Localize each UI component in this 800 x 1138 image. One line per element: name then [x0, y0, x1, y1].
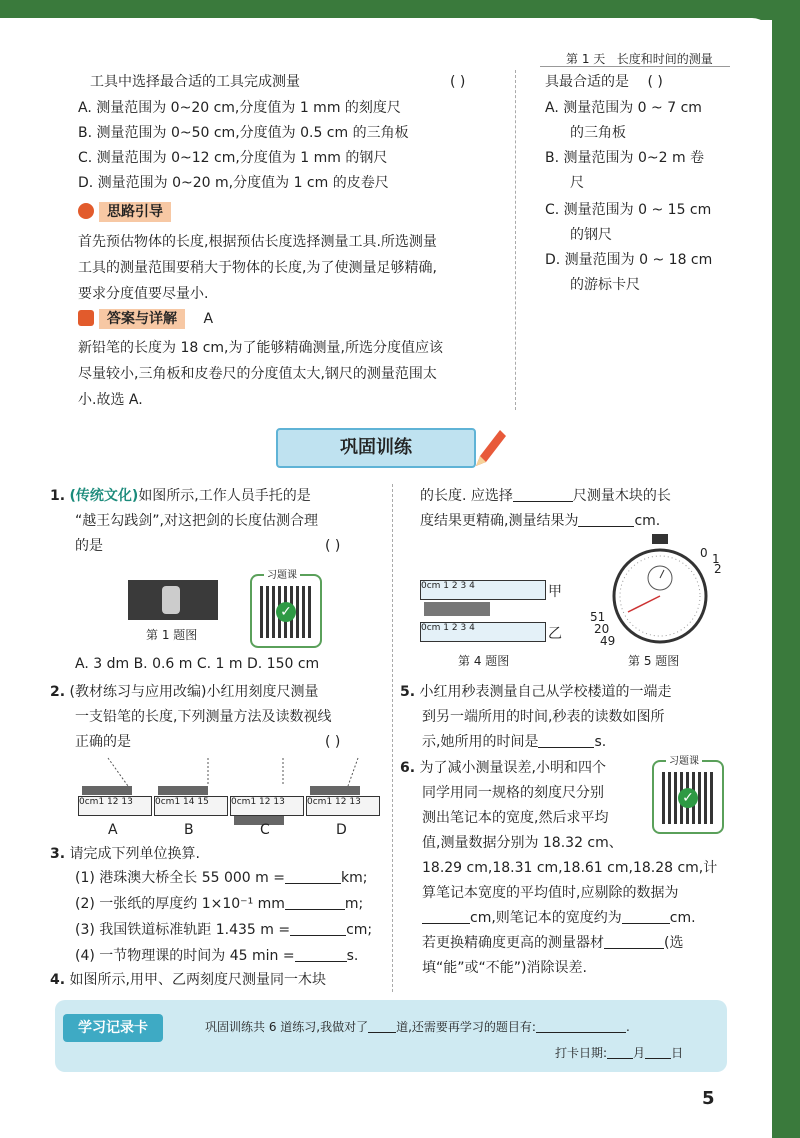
q5-line-2: 到另一端所用的时间,秒表的读数如图所	[422, 709, 665, 725]
pencil-d	[310, 786, 360, 795]
column-divider-bottom	[392, 484, 393, 992]
q6-line-9: 填“能”或“不能”)消除误差.	[422, 960, 587, 976]
ruler-jia: 0cm 1 2 3 4	[420, 580, 546, 600]
label-jia: 甲	[548, 584, 562, 600]
q2-label-a: A	[108, 822, 118, 838]
tr-line-1: A. 测量范围为 0 ~ 7 cm	[545, 100, 702, 116]
hint-tag-label: 思路引导	[99, 202, 171, 222]
q3-item-1-text: (1) 港珠澳大桥全长 55 000 m =	[75, 870, 285, 886]
ruler-yi: 0cm 1 2 3 4	[420, 622, 546, 642]
q6-number: 6.	[400, 760, 416, 776]
tr-line-4: 尺	[570, 175, 584, 191]
q4-line-1	[50, 968, 326, 992]
q6-line-6: 算笔记本宽度的平均值时,应剔除的数据为	[422, 885, 679, 901]
option-d: D. 测量范围为 0~20 m,分度值为 1 cm 的皮卷尺	[78, 175, 389, 191]
q3-item-1	[75, 866, 367, 890]
compass-icon	[78, 203, 94, 219]
check-in-date	[555, 1044, 683, 1061]
hand-shape	[162, 586, 180, 614]
q4-number: 4.	[50, 972, 66, 988]
pencil-c	[234, 816, 284, 825]
correct-count-blank[interactable]	[368, 1020, 396, 1033]
q3-item-2-text: (2) 一张纸的厚度约 1×10⁻¹ mm	[75, 896, 285, 912]
tr-line-7: D. 测量范围为 0 ~ 18 cm	[545, 252, 713, 268]
page-border-right	[772, 0, 800, 1138]
q5-text-1: 小红用秒表测量自己从学校楼道的一端走	[419, 684, 672, 700]
study-record-text	[205, 1018, 630, 1035]
tr-line-3: B. 测量范围为 0~2 m 卷	[545, 150, 705, 166]
q4-text-1: 如图所示,用甲、乙两刻度尺测量同一木块	[69, 972, 326, 988]
answer-blank[interactable]	[513, 487, 573, 502]
tr-line-6: 的钢尺	[570, 227, 612, 243]
column-divider-top	[515, 70, 516, 410]
answer-blank[interactable]	[290, 921, 346, 936]
q5-line-3	[422, 730, 606, 754]
section-title: 巩固训练	[276, 428, 476, 468]
dial-label-49: 49	[600, 634, 616, 648]
top-right-paren: ( )	[647, 74, 663, 90]
footer-text-mid: 道,还需要再学习的题目有:	[396, 1020, 536, 1034]
answer-blank[interactable]	[295, 947, 347, 962]
q2-ruler-d: 0cm1 12 13	[306, 796, 380, 816]
q3-stem: 请完成下列单位换算.	[69, 846, 200, 862]
month-label: 月	[633, 1046, 646, 1060]
q1-caption: 第 1 题图	[146, 628, 198, 642]
q1-number: 1.	[50, 488, 66, 504]
q6-line-2: 同学用同一规格的刻度尺分别	[422, 785, 604, 801]
q2-sight-lines	[78, 756, 378, 786]
q1-qr-code[interactable]	[250, 570, 322, 648]
answer-blank[interactable]	[422, 909, 470, 924]
q5-line-3-post: s.	[594, 734, 607, 750]
tr-line-5: C. 测量范围为 0 ~ 15 cm	[545, 202, 712, 218]
q6-line-7-mid: cm,则笔记本的宽度约为	[470, 910, 622, 926]
q6-line-7	[422, 906, 696, 930]
pencil-icon	[470, 426, 506, 470]
answer-blank[interactable]	[285, 895, 345, 910]
answer-line-3: 小.故选 A.	[78, 392, 143, 408]
date-label: 打卡日期:	[555, 1046, 608, 1060]
answer-blank[interactable]	[578, 512, 634, 527]
pencil-a	[82, 786, 132, 795]
q1-paren: ( )	[325, 538, 341, 554]
option-a: A. 测量范围为 0~20 cm,分度值为 1 mm 的刻度尺	[78, 100, 401, 116]
page-header	[566, 50, 713, 67]
tr-line-2: 的三角板	[570, 125, 626, 141]
q2-line-3: 正确的是	[75, 734, 131, 750]
q3-item-2-unit: m;	[344, 896, 364, 912]
q3-number: 3.	[50, 846, 66, 862]
q4-cont-1	[420, 484, 671, 508]
answer-blank[interactable]	[285, 869, 341, 884]
calendar-icon	[78, 310, 94, 326]
header-title: 长度和时间的测量	[616, 52, 713, 66]
q2-ruler-b: 0cm1 14 15	[154, 796, 228, 816]
q6-line-7-post: cm.	[669, 910, 696, 926]
q1-sword-photo	[128, 580, 218, 620]
q3-item-4	[75, 944, 358, 968]
dial-label-0: 0	[700, 546, 708, 560]
q3-item-3	[75, 918, 372, 942]
q4-caption: 第 4 题图	[458, 654, 510, 668]
q2-number: 2.	[50, 684, 66, 700]
dial-label-20: 20	[594, 622, 610, 636]
answer-blank[interactable]	[604, 934, 664, 949]
q4-cont-2-post: cm.	[634, 513, 661, 529]
q6-line-3: 测出笔记本的宽度,然后求平均	[422, 810, 609, 826]
q5-number: 5.	[400, 684, 416, 700]
dial-label-2: 2	[714, 562, 722, 576]
q3-item-1-unit: km;	[341, 870, 368, 886]
q5-caption: 第 5 题图	[628, 654, 680, 668]
q2-ruler-a: 0cm1 12 13	[78, 796, 152, 816]
q3-line-1	[50, 842, 200, 866]
wood-block	[424, 602, 490, 616]
q6-line-8-post: (选	[664, 935, 684, 951]
option-b: B. 测量范围为 0~50 cm,分度值为 0.5 cm 的三角板	[78, 125, 409, 141]
q3-item-2	[75, 892, 363, 916]
hint-line-3: 要求分度值要尽量小.	[78, 286, 209, 302]
hint-line-1: 首先预估物体的长度,根据预估长度选择测量工具.所选测量	[78, 234, 437, 250]
page-number: 5	[702, 1088, 715, 1109]
q5-line-1	[400, 680, 672, 704]
dial-label-1: 1	[712, 552, 720, 566]
q1-text-1: 如图所示,工作人员手托的是	[138, 488, 311, 504]
hint-tag	[78, 202, 171, 222]
q4-cont-1-pre: 的长度. 应选择	[420, 488, 513, 504]
q1-qr-label: 习题课	[264, 566, 300, 581]
header-rule	[540, 66, 730, 67]
q3-item-4-unit: s.	[346, 948, 359, 964]
q2-line-2: 一支铅笔的长度,下列测量方法及读数视线	[75, 709, 332, 725]
q2-label-d: D	[336, 822, 347, 838]
q3-item-3-text: (3) 我国铁道标准轨距 1.435 m =	[75, 922, 291, 938]
footer-text-post: .	[625, 1020, 630, 1034]
answer-blank[interactable]	[622, 909, 670, 924]
q1-line-2: “越王勾践剑”,对这把剑的长度估测合理	[75, 513, 318, 529]
hint-line-2: 工具的测量范围要稍大于物体的长度,为了使测量足够精确,	[78, 260, 437, 276]
label-yi: 乙	[548, 626, 562, 642]
top-right-stem	[545, 70, 663, 94]
q1-line-1	[50, 484, 311, 508]
pencil-b	[158, 786, 208, 795]
q1-options: A. 3 dm B. 0.6 m C. 1 m D. 150 cm	[75, 656, 320, 672]
review-items-blank[interactable]	[536, 1020, 626, 1033]
stem-text: 工具中选择最合适的工具完成测量	[90, 74, 300, 90]
check-icon: ✓	[678, 788, 698, 808]
q1-line-3: 的是	[75, 538, 103, 554]
top-right-stem-text: 具最合适的是	[545, 74, 629, 90]
top-left-paren: ( )	[450, 74, 466, 90]
q4-cont-1-post: 尺测量木块的长	[572, 488, 671, 504]
answer-letter: A	[203, 311, 214, 327]
q6-line-1	[400, 756, 606, 780]
answer-line-2: 尽量较小,三角板和皮卷尺的分度值太大,钢尺的测量范围太	[78, 366, 437, 382]
q2-label-c: C	[260, 822, 270, 838]
q5-line-3-pre: 示,她所用的时间是	[422, 734, 539, 750]
q2-line-1	[50, 680, 318, 704]
q4-cont-2-pre: 度结果更精确,测量结果为	[420, 513, 579, 529]
q3-item-3-unit: cm;	[346, 922, 373, 938]
q2-text-1: (教材练习与应用改编)小红用刻度尺测量	[69, 684, 319, 700]
q6-line-8-pre: 若更换精确度更高的测量器材	[422, 935, 604, 951]
study-record-card	[55, 1000, 727, 1072]
q6-qr-label: 习题课	[666, 752, 702, 767]
day-blank[interactable]	[645, 1046, 671, 1059]
option-c: C. 测量范围为 0~12 cm,分度值为 1 mm 的钢尺	[78, 150, 388, 166]
check-icon: ✓	[276, 602, 296, 622]
answer-tag	[78, 309, 213, 329]
header-day: 第 1 天	[566, 52, 606, 66]
day-label: 日	[671, 1046, 684, 1060]
q2-paren: ( )	[325, 734, 341, 750]
study-record-tag: 学习记录卡	[63, 1014, 163, 1042]
page-border-top	[0, 0, 800, 20]
top-left-stem	[90, 70, 300, 94]
dial-label-51: 51	[590, 610, 606, 624]
q6-line-5: 18.29 cm,18.31 cm,18.61 cm,18.28 cm,计	[422, 860, 718, 876]
stopwatch-figure	[598, 530, 728, 645]
answer-tag-label: 答案与详解	[99, 309, 185, 329]
tr-line-8: 的游标卡尺	[570, 277, 640, 293]
q6-qr-code[interactable]	[652, 756, 724, 834]
answer-line-1: 新铅笔的长度为 18 cm,为了能够精确测量,所选分度值应该	[78, 340, 443, 356]
q6-text-1: 为了减小测量误差,小明和四个	[419, 760, 606, 776]
q6-line-8	[422, 931, 683, 955]
q6-line-4: 值,测量数据分别为 18.32 cm、	[422, 835, 623, 851]
q1-tag: (传统文化)	[69, 488, 139, 504]
answer-blank[interactable]	[538, 733, 594, 748]
q2-ruler-c: 0cm1 12 13	[230, 796, 304, 816]
footer-text-pre: 巩固训练共 6 道练习,我做对了	[205, 1020, 369, 1034]
month-blank[interactable]	[607, 1046, 633, 1059]
q2-label-b: B	[184, 822, 194, 838]
q3-item-4-text: (4) 一节物理课的时间为 45 min =	[75, 948, 295, 964]
